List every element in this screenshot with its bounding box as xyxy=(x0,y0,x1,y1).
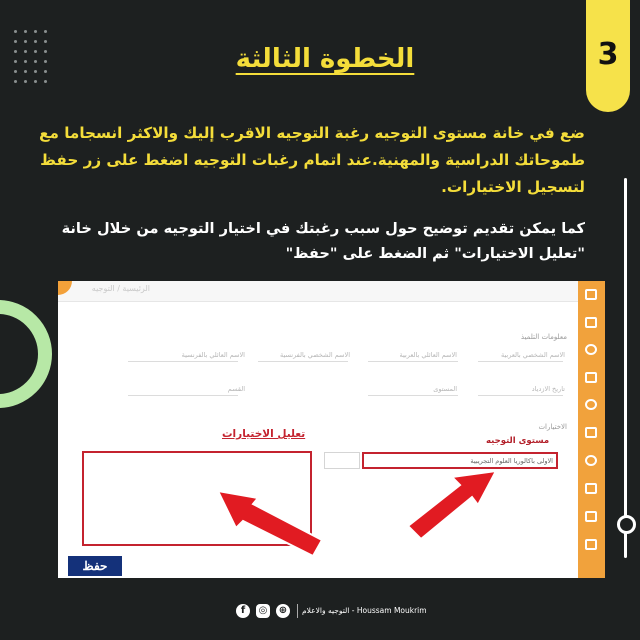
field-last-name-fr: الاسم العائلي بالفرنسية xyxy=(181,351,245,359)
field-first-name-fr: الاسم الشخصي بالفرنسية xyxy=(280,351,350,359)
footer-credit: التوجيه والاعلام - Houssam Moukrim xyxy=(302,606,427,615)
instruction-paragraph-2: كما يمكن تقديم توضيح حول سبب رغبتك في اختيار التوجيه من خلال خانة "تعليل الاختيارات" ثم الضغط على "حفظ" xyxy=(61,220,585,262)
field-level: المستوى xyxy=(433,385,457,393)
left-red-arrow xyxy=(218,491,322,556)
globe-icon[interactable]: ⊕ xyxy=(276,604,290,618)
annotation-arrows xyxy=(58,281,605,578)
scrollbar-track[interactable] xyxy=(624,178,627,558)
instruction-paragraph-1: ضع في خانة مستوى التوجيه رغبة التوجيه الاقرب إليك والاكثر انسجاما مع طموحاتك الدراسية والمهنية.عند اتمام رغبات التوجيه اضغط على زر حفظ لتسجيل الاختيارات. xyxy=(39,124,585,196)
step-number: 3 xyxy=(597,37,619,72)
page-title: الخطوة الثالثة xyxy=(235,44,415,74)
footer-separator xyxy=(297,604,298,618)
step-badge xyxy=(586,0,630,112)
save-button[interactable]: حفظ xyxy=(68,556,122,576)
field-section: القسم xyxy=(227,385,245,393)
right-red-arrow xyxy=(408,471,496,539)
field-first-name-ar: الاسم الشخصي بالعربية xyxy=(500,351,565,359)
orientation-level-value: الاولى باكالوريا العلوم التجريبية xyxy=(470,457,553,465)
field-birth-date: تاريخ الازدياد xyxy=(531,385,565,393)
form-screenshot xyxy=(58,281,605,578)
justify-choices-title: تعليل الاختيارات xyxy=(222,428,306,440)
decorative-ring xyxy=(0,300,52,408)
orientation-level-label: مستوى التوجيه xyxy=(486,436,550,446)
breadcrumb[interactable]: الرئيسية / التوجيه xyxy=(91,284,150,293)
instagram-icon[interactable]: ◎ xyxy=(256,604,270,618)
section-student-info: معلومات التلميذ xyxy=(520,333,567,341)
section-choices: الاختيارات xyxy=(538,423,567,431)
scrollbar-thumb[interactable] xyxy=(617,515,636,534)
field-last-name-ar: الاسم العائلي بالعربية xyxy=(399,351,457,359)
facebook-icon[interactable]: f xyxy=(236,604,250,618)
